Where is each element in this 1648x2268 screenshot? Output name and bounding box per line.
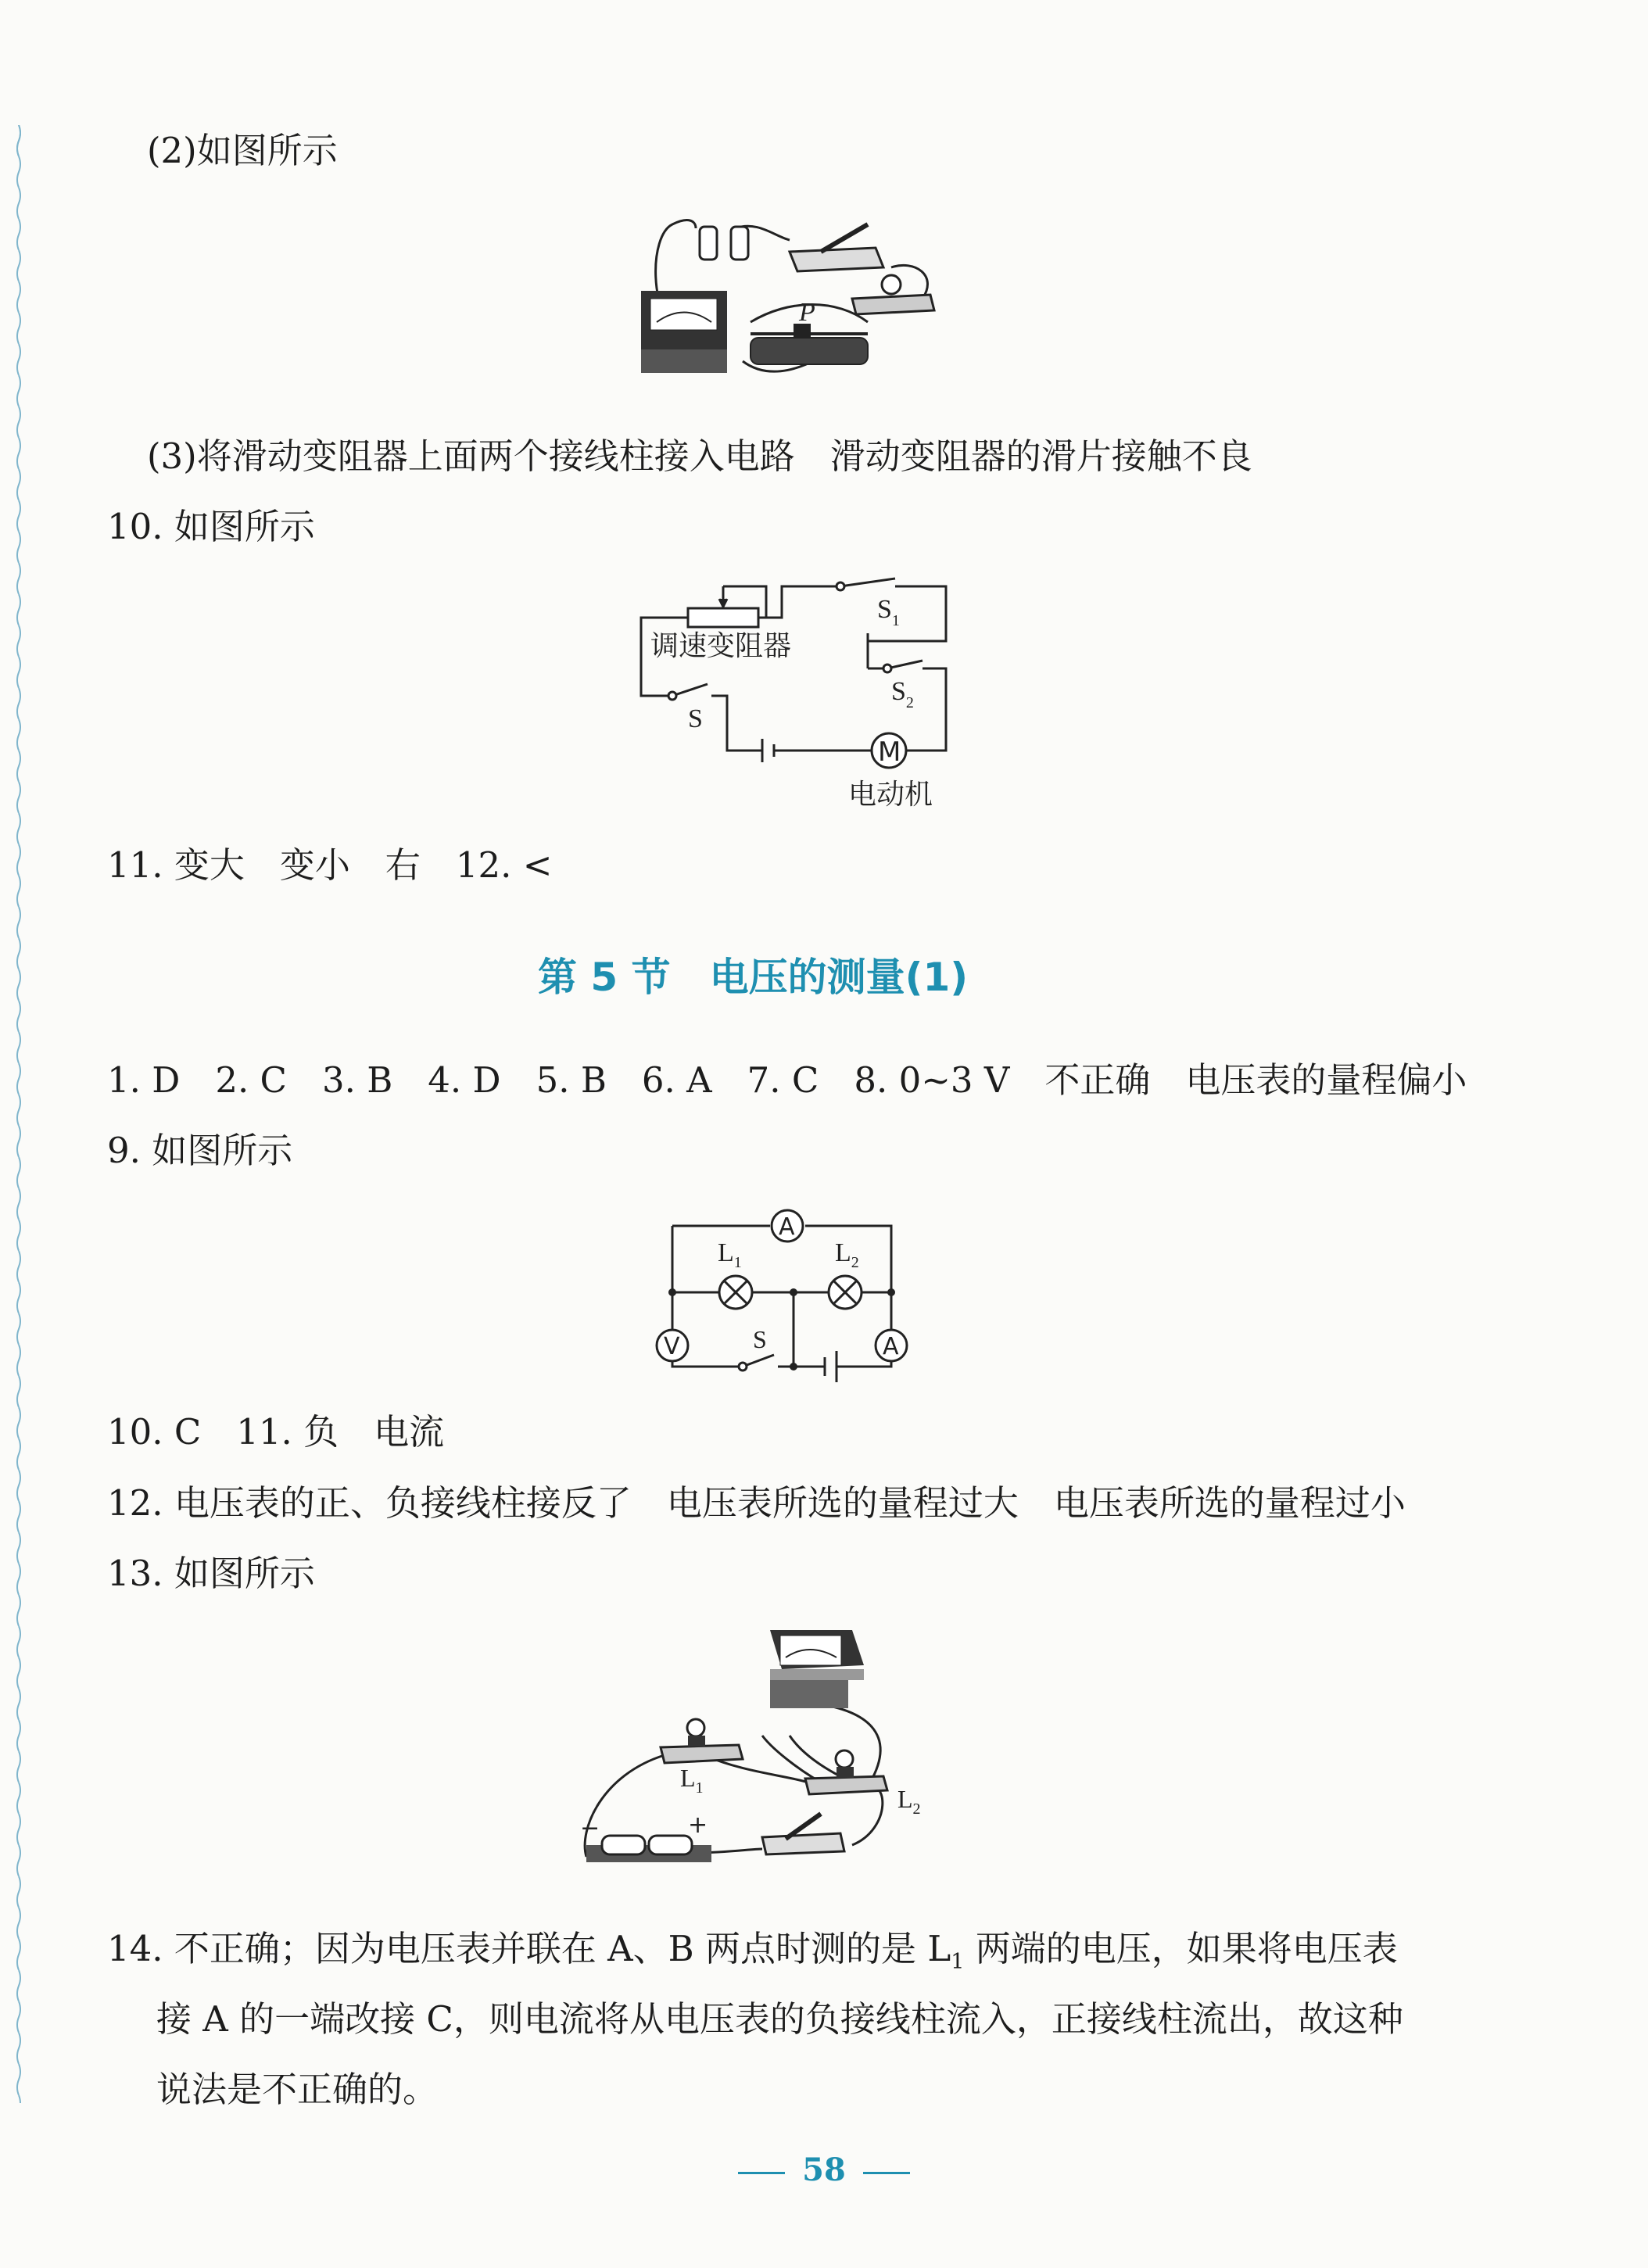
lamp-l2-icon: [829, 1276, 862, 1309]
circuit-diagram-figure-3: [649, 1202, 930, 1382]
lamp-l1-icon: [661, 1719, 743, 1763]
switch-icon: [762, 1814, 844, 1854]
circuit-photo-figure-1: [633, 205, 946, 392]
battery-icon: [586, 1836, 711, 1862]
answer-line: 13. 如图所示: [107, 1553, 315, 1594]
circuit-diagram-figure-2: [625, 571, 985, 821]
answer-line: 1. D 2. C 3. B 4. D 5. B 6. A 7. C 8. 0~3 V 不正确 电压表的量程偏小: [107, 1059, 1467, 1101]
answer-line: 12. 电压表的正、负接线柱接反了 电压表所选的量程过大 电压表所选的量程过小: [107, 1482, 1406, 1524]
battery-icon: [731, 227, 748, 260]
page-number: 58: [0, 2152, 1648, 2188]
answer-line: 11. 变大 变小 右 12. <: [107, 844, 553, 886]
battery-plus-label: +: [688, 1811, 708, 1839]
answer-line: 说法是不正确的。: [156, 2069, 439, 2110]
battery-icon: [700, 227, 717, 260]
switch-icon: [790, 248, 883, 271]
switch-s-label: S: [753, 1325, 767, 1353]
motor-label: 电动机: [848, 779, 933, 811]
answer-line: 10. C 11. 负 电流: [107, 1411, 445, 1453]
voltmeter-icon: [770, 1630, 864, 1708]
section-heading: 第 5 节 电压的测量(1): [538, 955, 969, 1000]
battery-minus-label: −: [580, 1815, 600, 1842]
ammeter-symbol: A: [883, 1333, 899, 1360]
ammeter-symbol: A: [779, 1213, 795, 1241]
margin-decoration: [16, 125, 22, 2103]
switch-s1-label: $S_1$: [877, 595, 900, 629]
answer-line: 14. 不正确；因为电压表并联在 A、B 两点时测的是 $L_1$ 两端的电压，如果将电压表: [107, 1928, 1398, 1974]
voltmeter-symbol: V: [664, 1333, 680, 1360]
switch-s2-label: $S_2$: [891, 677, 914, 711]
answer-line: (2)如图所示: [147, 130, 338, 171]
lamp-l2-label: $L_2$: [835, 1238, 859, 1271]
lamp-icon: [852, 295, 934, 314]
slider-label: P: [799, 298, 815, 327]
rheostat-label: 调速变阻器: [650, 630, 792, 662]
lamp-l1-icon: [719, 1276, 752, 1309]
lamp-l1-label: $L_1$: [680, 1764, 704, 1797]
lamp-l1-label: $L_1$: [718, 1238, 742, 1271]
motor-symbol: M: [878, 736, 901, 768]
circuit-photo-figure-4: [571, 1618, 977, 1900]
answer-line: 接 A 的一端改接 C，则电流将从电压表的负接线柱流入，正接线柱流出，故这种: [156, 1998, 1403, 2040]
lamp-l2-label: $L_2$: [897, 1785, 921, 1818]
answer-line: 10. 如图所示: [107, 506, 315, 547]
ammeter-icon: [641, 291, 727, 373]
answer-line: 9. 如图所示: [107, 1130, 293, 1171]
rheostat-icon: [751, 324, 868, 364]
answer-line: (3)将滑动变阻器上面两个接线柱接入电路 滑动变阻器的滑片接触不良: [147, 435, 1252, 477]
switch-s-label: S: [688, 704, 703, 733]
